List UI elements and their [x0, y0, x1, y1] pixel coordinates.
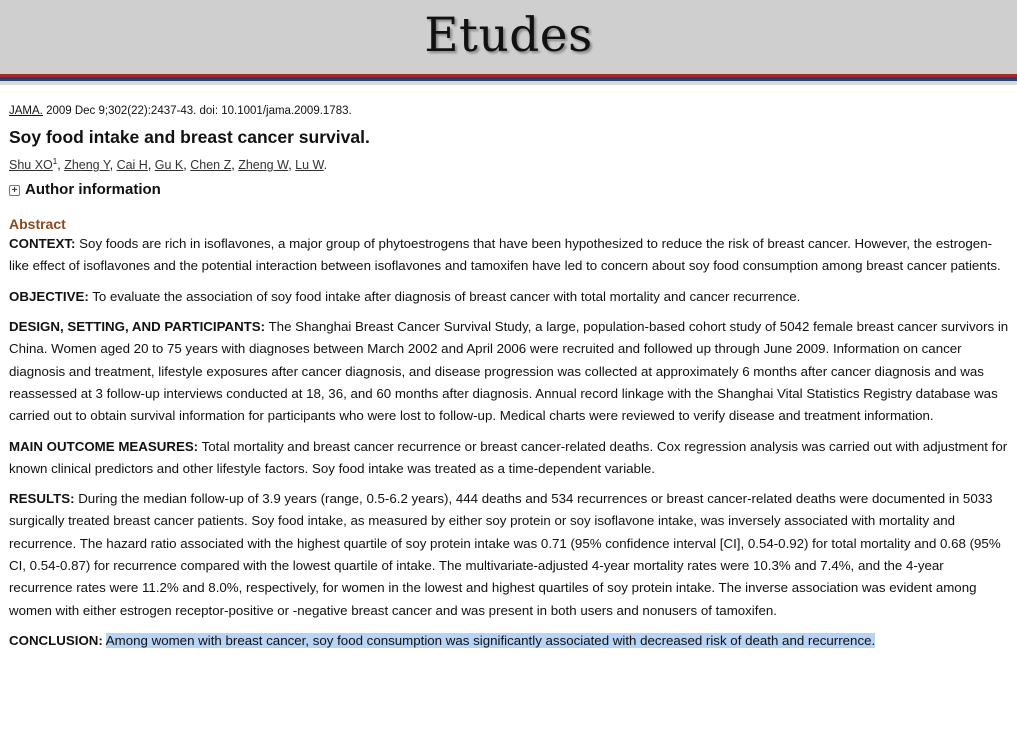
citation: [9, 104, 1009, 119]
abstract-outcome: [9, 436, 1009, 481]
abstract-results: [9, 488, 1009, 622]
section-label: DESIGN, SETTING, AND PARTICIPANTS:: [9, 319, 266, 335]
citation-details: 2009 Dec 9;302(22):2437-43. doi: 10.1001/jama.2009.1783.: [42, 105, 352, 117]
author-link[interactable]: Gu K: [154, 158, 184, 173]
abstract-objective: [9, 286, 1009, 308]
author-list: Shu $XO^1$, Zheng Y, Cai H, Gu K, Chen Z, Zheng W, Lu W.: [9, 157, 328, 173]
slide-title: Etudes: [424, 8, 593, 63]
journal-link[interactable]: JAMA.: [9, 105, 43, 117]
article-content: [9, 104, 1009, 652]
expand-plus-icon[interactable]: +: [9, 185, 20, 196]
section-text: The Shanghai Breast Cancer Survival Study, a large, population-based cohort study of 5042 female breast cancer survivors in China. Women aged 20 to 75 years with diagnoses between March 2002 and April 2006 were recruited and followed up through June 2009. Information on cancer diagnosis and treatment, lifestyle exposures after cancer diagnosis, and disease progression was collected at approximately 6 months after cancer diagnosis and was reassessed at 3 follow-up interviews conducted at 18, 36, and 60 months after diagnosis. Annual record linkage with the Shanghai Vital Statistics Registry database was carried out to obtain survival information for participants who were lost to follow-up. Medical charts were reviewed to verify disease and treatment information.: [9, 319, 1009, 424]
abstract-context: [9, 233, 1009, 278]
author-link[interactable]: Zheng W: [238, 158, 289, 173]
section-text: Total mortality and breast cancer recurrence or breast cancer-related deaths. Cox regression analysis was carried out with adjustment for known clinical predictors and other lifestyle factors. Soy food intake was treated as a time-dependent variable.: [9, 438, 1008, 476]
header-rule-gray: [0, 81, 1017, 85]
abstract-heading: Abstract: [9, 216, 66, 233]
author-link[interactable]: Chen Z: [190, 158, 232, 173]
section-text: Soy foods are rich in isoflavones, a major group of phytoestrogens that have been hypothesized to reduce the risk of breast cancer. However, the estrogen-like effect of isoflavones and the potential interaction between isoflavones and tamoxifen have led to concern about soy food consumption among breast cancer patients.: [9, 236, 1001, 274]
abstract-design: [9, 316, 1009, 427]
author-affiliation-sup: 1: [52, 157, 58, 166]
section-label: CONCLUSION:: [9, 632, 103, 648]
section-text: During the median follow-up of 3.9 years (range, 0.5-6.2 years), 444 deaths and 534 recurrences or breast cancer-related deaths were documented in 5033 surgically treated breast cancer patients. Soy food intake, as measured by either soy protein or soy isoflavone intake, was inversely associated with mortality and recurrence. The hazard ratio associated with the highest quartile of soy protein intake was 0.71 (95% confidence interval [CI], 0.54-0.92) for total mortality and 0.68 (95% CI, 0.54-0.87) for recurrence compared with the lowest quartile of intake. The multivariate-adjusted 4-year mortality rates were 10.3% and 7.4%, and the 4-year recurrence rates were 11.2% and 8.0%, respectively, for women in the lowest and highest quartiles of soy protein intake. The inverse association was evident among women with either estrogen receptor-positive or -negative breast cancer and was present in both users and nonusers of tamoxifen.: [9, 491, 1001, 618]
abstract-conclusion: [9, 630, 1009, 652]
section-label: CONTEXT:: [9, 236, 76, 252]
author-info-toggle[interactable]: [9, 181, 1009, 199]
author-link[interactable]: Shu XO: [9, 158, 53, 173]
slide-header: [0, 0, 1017, 74]
article-title: Soy food intake and breast cancer survival.: [9, 127, 370, 147]
section-text: To evaluate the association of soy food intake after diagnosis of breast cancer with total mortality and cancer recurrence.: [88, 288, 801, 304]
section-label: MAIN OUTCOME MEASURES:: [9, 438, 199, 454]
author-link[interactable]: Zheng Y: [64, 158, 110, 173]
section-label: RESULTS:: [9, 491, 75, 507]
section-label: OBJECTIVE:: [9, 288, 89, 304]
author-info-label: Author information: [25, 181, 161, 199]
author-link[interactable]: Cai H: [116, 158, 148, 173]
author-link[interactable]: Lu W: [295, 158, 324, 173]
highlighted-selection[interactable]: Among women with breast cancer, soy food consumption was significantly associated with decreased risk of death and recurrence.: [105, 632, 876, 648]
